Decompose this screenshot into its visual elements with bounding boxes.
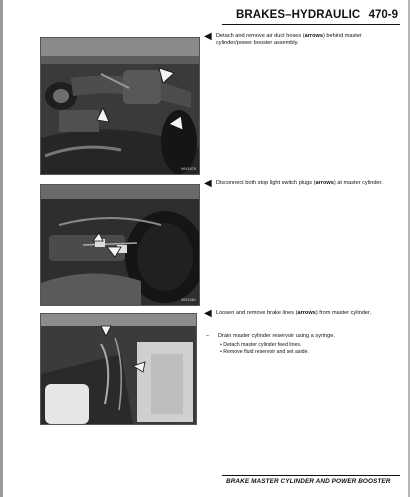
photo-brake-lines	[40, 313, 197, 425]
step-text: Drain master cylinder reservoir using a syringe.	[218, 333, 335, 339]
footer-rule	[222, 475, 400, 476]
page-footer: BRAKE MASTER CYLINDER AND POWER BOOSTER	[226, 478, 391, 485]
page-number: 470-9	[368, 9, 398, 21]
figure-code: 0015483	[178, 418, 193, 422]
figure-caption: Loosen and remove brake lines (arrows) from master cylinder.	[216, 310, 372, 316]
bullet-item: • Remove fluid reservoir and set aside.	[220, 349, 309, 355]
pointer-icon: ◀	[204, 308, 212, 319]
section-title: BRAKES–HYDRAULIC	[236, 9, 361, 21]
bullet-item: • Detach master cylinder feed lines.	[220, 342, 302, 348]
photo-brake-lines-image	[41, 314, 196, 424]
figure-caption: Disconnect both stop light switch plugs (arrows) at master cylinder.	[216, 180, 383, 186]
figure-code: 0015479	[181, 168, 196, 172]
step-item	[206, 333, 398, 341]
photo-air-duct-hoses	[40, 37, 200, 175]
page-edge-left	[0, 0, 3, 497]
step-dash: –	[206, 333, 210, 339]
photo-stop-light-switch-plugs-image	[41, 185, 199, 305]
pointer-icon: ◀	[204, 31, 212, 42]
pointer-icon: ◀	[204, 178, 212, 189]
photo-stop-light-switch-plugs	[40, 184, 200, 306]
figure-code: 0015481	[181, 299, 196, 303]
page-header	[236, 8, 398, 24]
figure-caption: Detach and remove air duct hoses (arrows) behind master cylinder/power booster assembly.	[216, 33, 362, 47]
photo-air-duct-hoses-image	[41, 38, 199, 174]
header-rule	[222, 24, 400, 25]
